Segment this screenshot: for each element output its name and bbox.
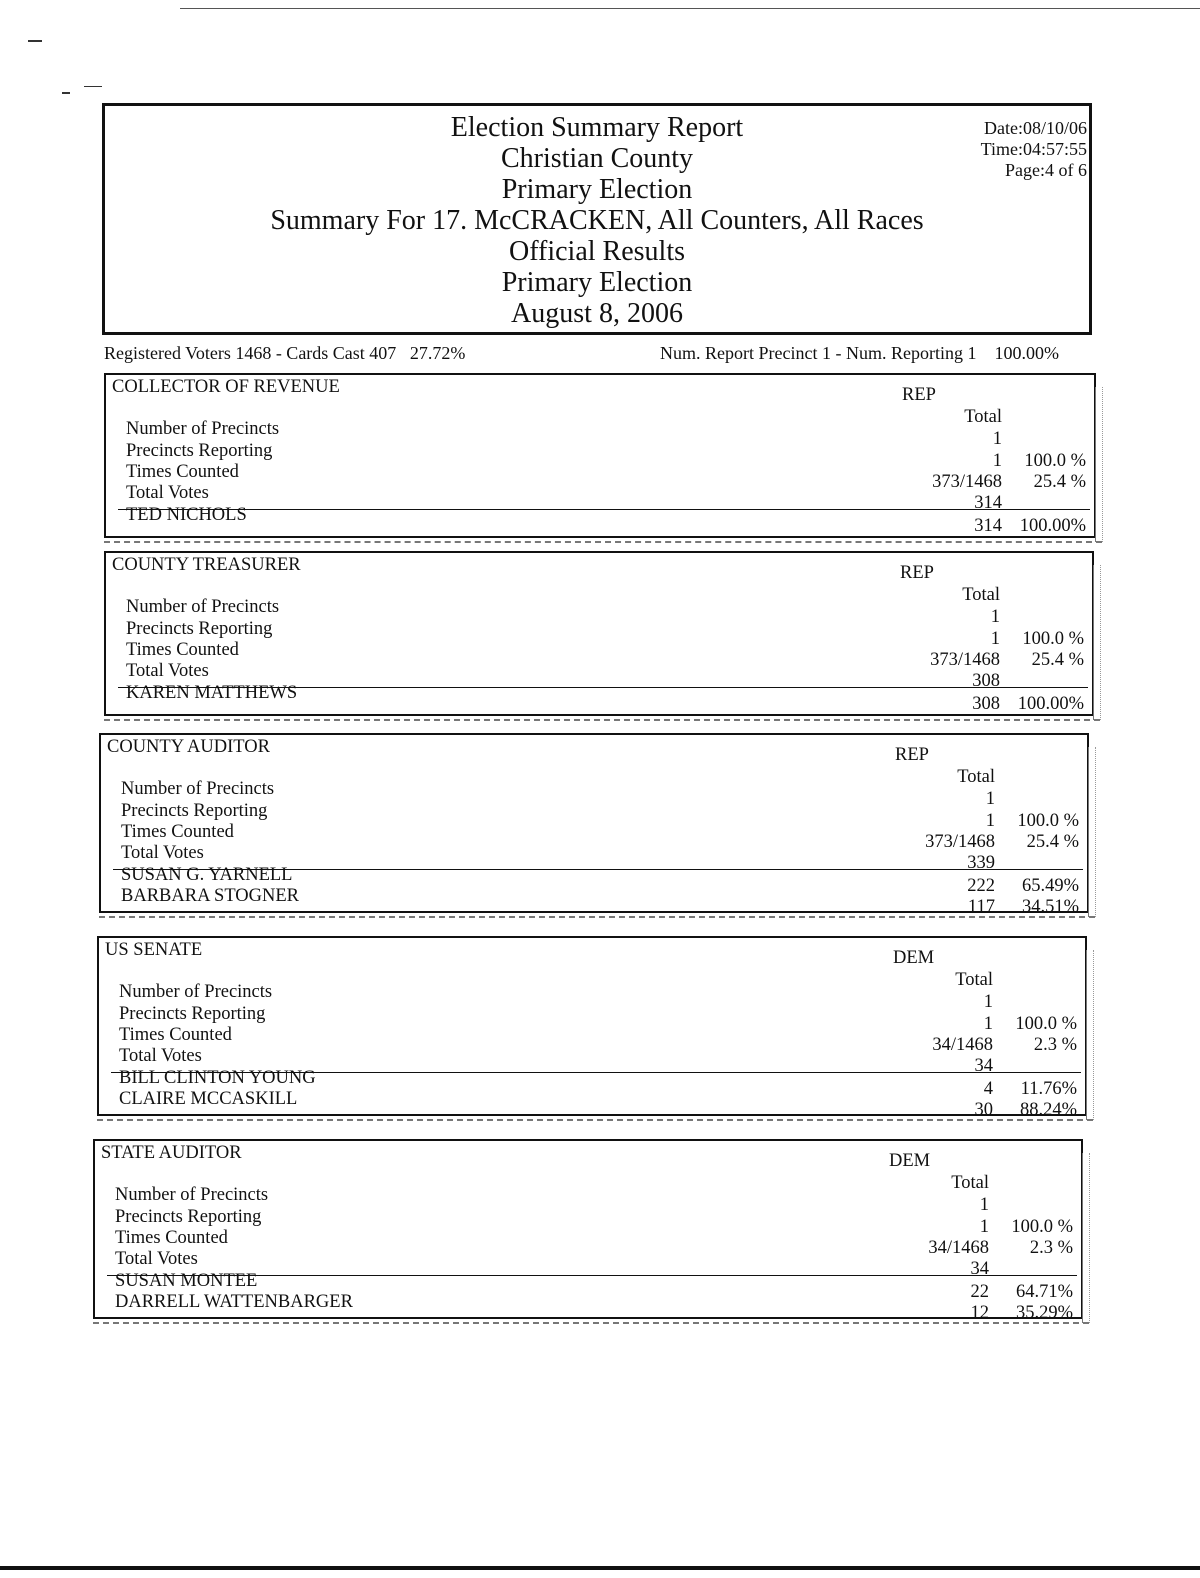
header-line: Primary Election — [501, 267, 693, 298]
stat-label: Total Votes — [126, 661, 209, 681]
header-meta — [981, 118, 1087, 181]
candidate-name: SUSAN MONTEE — [115, 1271, 258, 1291]
stat-label: Precincts Reporting — [121, 801, 268, 821]
stat-value: 1 — [985, 811, 995, 831]
report-header — [102, 103, 1092, 335]
report-date: Date:08/10/06 — [984, 118, 1087, 138]
stat-percent: 100.0 % — [1011, 1217, 1073, 1237]
scan-edge-mark — [1086, 950, 1094, 1120]
stat-value: 314 — [974, 493, 1002, 513]
header-line: August 8, 2006 — [511, 298, 683, 329]
report-time: Time:04:57:55 — [980, 139, 1087, 159]
race-title: COLLECTOR OF REVENUE — [112, 377, 340, 397]
stat-label: Times Counted — [121, 822, 234, 842]
race-box — [104, 551, 1094, 716]
stat-percent: 100.0 % — [1015, 1014, 1077, 1034]
page-edge-top — [180, 8, 1200, 9]
header-title-block — [105, 112, 1089, 329]
total-column-header: Total — [955, 970, 993, 990]
scan-edge-mark — [1095, 387, 1103, 542]
candidate-votes: 22 — [970, 1282, 989, 1302]
candidate-divider — [118, 509, 1090, 510]
stat-value: 1 — [983, 1014, 993, 1034]
candidate-votes: 117 — [967, 897, 995, 917]
page-edge-bottom — [0, 1566, 1200, 1570]
stat-percent: 100.0 % — [1022, 629, 1084, 649]
race-title: STATE AUDITOR — [101, 1143, 242, 1163]
party-label: REP — [895, 745, 929, 765]
total-column-header: Total — [962, 585, 1000, 605]
stat-percent: 100.0 % — [1017, 811, 1079, 831]
candidate-name: SUSAN G. YARNELL — [121, 865, 293, 885]
stat-percent: 25.4 % — [1031, 650, 1084, 670]
scan-mark — [84, 86, 102, 87]
candidate-votes: 4 — [983, 1079, 993, 1099]
report-page: Page:4 of 6 — [1005, 160, 1087, 180]
scan-edge-mark — [1093, 565, 1101, 720]
stat-value: 34 — [970, 1259, 989, 1279]
stat-value: 373/1468 — [932, 472, 1002, 492]
candidate-votes: 222 — [967, 876, 995, 896]
stat-label: Times Counted — [115, 1228, 228, 1248]
header-line: Christian County — [500, 143, 694, 174]
stat-label: Total Votes — [119, 1046, 202, 1066]
race-title: COUNTY AUDITOR — [107, 737, 270, 757]
stat-value: 1 — [979, 1195, 989, 1215]
header-line: Election Summary Report — [450, 112, 744, 143]
stat-label: Precincts Reporting — [126, 619, 273, 639]
candidate-name: DARRELL WATTENBARGER — [115, 1292, 353, 1312]
stat-value: 308 — [972, 671, 1000, 691]
stat-label: Total Votes — [115, 1249, 198, 1269]
stat-percent: 25.4 % — [1026, 832, 1079, 852]
party-label: DEM — [889, 1151, 931, 1171]
stat-value: 373/1468 — [925, 832, 995, 852]
stat-label: Times Counted — [126, 640, 239, 660]
stat-label: Number of Precincts — [121, 779, 275, 799]
candidate-name: BILL CLINTON YOUNG — [119, 1068, 316, 1088]
candidate-percent: 11.76% — [1020, 1079, 1077, 1099]
stat-percent: 2.3 % — [1029, 1238, 1073, 1258]
candidate-name: TED NICHOLS — [126, 505, 247, 525]
stat-value: 373/1468 — [930, 650, 1000, 670]
candidate-name: KAREN MATTHEWS — [126, 683, 298, 703]
candidate-votes: 308 — [972, 694, 1000, 714]
candidate-votes: 314 — [974, 516, 1002, 536]
stat-value: 1 — [992, 429, 1002, 449]
stat-label: Number of Precincts — [115, 1185, 269, 1205]
party-label: REP — [902, 385, 936, 405]
party-label: REP — [900, 563, 934, 583]
stat-value: 1 — [983, 992, 993, 1012]
stat-label: Times Counted — [126, 462, 239, 482]
stat-value: 1 — [992, 451, 1002, 471]
stat-value: 1 — [985, 789, 995, 809]
race-box — [93, 1139, 1083, 1323]
stat-value: 34/1468 — [932, 1035, 993, 1055]
reporting-text: Num. Report Precinct 1 - Num. Reporting 1 — [660, 343, 977, 363]
total-column-header: Total — [964, 407, 1002, 427]
party-label: DEM — [893, 948, 935, 968]
total-column-header: Total — [957, 767, 995, 787]
candidate-percent: 34.51% — [1021, 897, 1079, 917]
registered-voters-pct: 27.72% — [409, 343, 466, 363]
race-box — [99, 733, 1089, 917]
stat-label: Precincts Reporting — [126, 441, 273, 461]
stat-percent: 2.3 % — [1033, 1035, 1077, 1055]
candidate-percent: 100.00% — [1017, 694, 1084, 714]
stat-value: 34/1468 — [928, 1238, 989, 1258]
header-line: Primary Election — [501, 174, 693, 205]
stat-label: Total Votes — [126, 483, 209, 503]
header-line: Official Results — [508, 236, 685, 267]
scan-edge-mark — [1082, 1153, 1090, 1323]
race-box — [104, 373, 1096, 538]
stat-label: Times Counted — [119, 1025, 232, 1045]
stat-label: Number of Precincts — [126, 419, 280, 439]
stat-value: 1 — [979, 1217, 989, 1237]
stat-label: Number of Precincts — [119, 982, 273, 1002]
scan-mark — [28, 40, 42, 42]
candidate-percent: 64.71% — [1015, 1282, 1073, 1302]
scan-edge-mark — [1088, 747, 1096, 917]
race-box — [97, 936, 1087, 1120]
reporting-pct: 100.00% — [994, 343, 1059, 363]
stat-value: 34 — [974, 1056, 993, 1076]
stat-label: Number of Precincts — [126, 597, 280, 617]
stat-value: 339 — [967, 853, 995, 873]
stat-label: Total Votes — [121, 843, 204, 863]
candidate-percent: 35.29% — [1015, 1303, 1073, 1323]
header-line: Summary For 17. McCRACKEN, All Counters, All Races — [270, 205, 924, 236]
candidate-percent: 100.00% — [1019, 516, 1086, 536]
reporting-summary — [660, 343, 1059, 364]
race-title: US SENATE — [105, 940, 203, 960]
stat-percent: 100.0 % — [1024, 451, 1086, 471]
stat-value: 1 — [990, 629, 1000, 649]
stat-label: Precincts Reporting — [115, 1207, 262, 1227]
total-column-header: Total — [951, 1173, 989, 1193]
scan-mark — [62, 92, 70, 94]
race-title: COUNTY TREASURER — [112, 555, 301, 575]
candidate-votes: 12 — [970, 1303, 989, 1323]
stat-value: 1 — [990, 607, 1000, 627]
candidate-percent: 65.49% — [1021, 876, 1079, 896]
candidate-name: BARBARA STOGNER — [121, 886, 300, 906]
registered-voters-text: Registered Voters 1468 - Cards Cast 407 — [104, 343, 397, 363]
candidate-votes: 30 — [974, 1100, 993, 1120]
registered-voters-summary — [104, 343, 465, 364]
candidate-percent: 88.24% — [1019, 1100, 1077, 1120]
stat-label: Precincts Reporting — [119, 1004, 266, 1024]
candidate-name: CLAIRE MCCASKILL — [119, 1089, 298, 1109]
stat-percent: 25.4 % — [1033, 472, 1086, 492]
